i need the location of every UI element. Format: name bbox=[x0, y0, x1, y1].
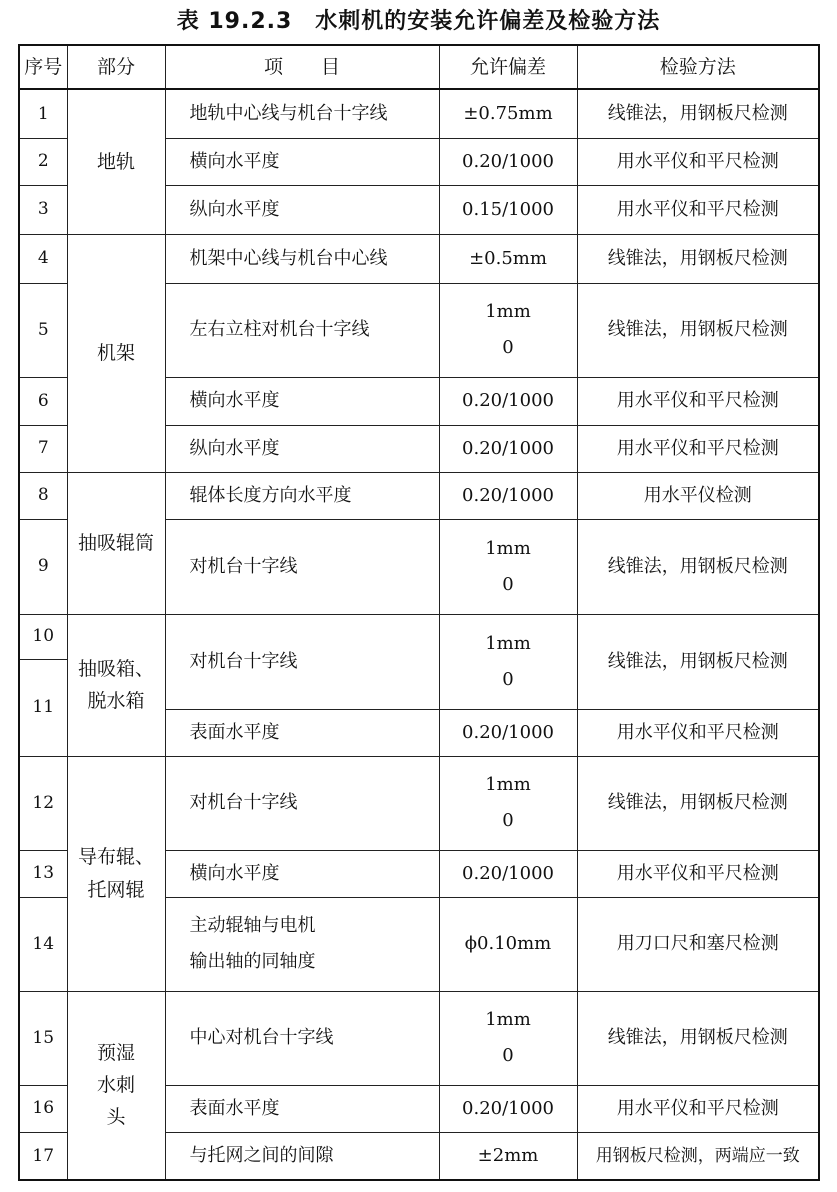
part-head: 预湿水刺头 bbox=[67, 991, 165, 1180]
method-cell: 用水平仪检测 bbox=[577, 472, 819, 519]
tolerance-cell bbox=[439, 614, 577, 709]
row-number: 7 bbox=[19, 425, 67, 472]
table-row bbox=[19, 991, 819, 1085]
method-cell: 线锥法，用钢板尺检测 bbox=[577, 756, 819, 850]
row-number: 17 bbox=[19, 1132, 67, 1180]
method-cell: 用水平仪和平尺检测 bbox=[577, 709, 819, 756]
tolerance-upper: 1mm bbox=[485, 774, 531, 795]
header-seq: 序号 bbox=[19, 45, 67, 89]
tolerance-upper: 1mm bbox=[485, 632, 531, 654]
method-cell: 线锥法，用钢板尺检测 bbox=[577, 991, 819, 1085]
tolerance-cell: 0.20/1000 bbox=[439, 850, 577, 897]
tolerance-lower: 0 bbox=[502, 1045, 514, 1066]
table-row bbox=[19, 614, 819, 659]
item-cell: 横向水平度 bbox=[165, 850, 439, 897]
method-cell: 用水平仪和平尺检测 bbox=[577, 1085, 819, 1132]
table-title: 表 19.2.3 水刺机的安装允许偏差及检验方法 bbox=[176, 9, 661, 34]
tolerance-lower: 0 bbox=[502, 573, 514, 595]
item-cell: 地轨中心线与机台十字线 bbox=[165, 89, 439, 138]
table-container bbox=[18, 44, 820, 1181]
tolerance-cell: ±0.75mm bbox=[439, 89, 577, 138]
method-cell: 线锥法，用钢板尺检测 bbox=[577, 283, 819, 377]
row-number: 10 bbox=[19, 614, 67, 659]
tolerance-cell: ϕ0.10mm bbox=[439, 897, 577, 991]
method-cell: 线锥法，用钢板尺检测 bbox=[577, 89, 819, 138]
method-cell: 用刀口尺和塞尺检测 bbox=[577, 897, 819, 991]
tolerance-cell: 0.20/1000 bbox=[439, 425, 577, 472]
method-cell: 线锥法，用钢板尺检测 bbox=[577, 614, 819, 709]
method-cell: 用水平仪和平尺检测 bbox=[577, 377, 819, 425]
item-cell: 对机台十字线 bbox=[165, 519, 439, 614]
item-cell: 中心对机台十字线 bbox=[165, 991, 439, 1085]
tolerance-upper: 1mm bbox=[485, 537, 531, 559]
item-line-2: 输出轴的同轴度 bbox=[189, 951, 316, 972]
header-item: 项 目 bbox=[165, 45, 439, 89]
item-cell: 表面水平度 bbox=[165, 709, 439, 756]
row-number: 1 bbox=[19, 89, 67, 138]
row-number: 9 bbox=[19, 519, 67, 614]
row-number: 15 bbox=[19, 991, 67, 1085]
row-number: 8 bbox=[19, 472, 67, 519]
row-number: 16 bbox=[19, 1085, 67, 1132]
tolerance-lower: 0 bbox=[502, 668, 514, 690]
header-row bbox=[19, 45, 819, 89]
table-row bbox=[19, 756, 819, 850]
row-number: 4 bbox=[19, 234, 67, 283]
item-cell: 机架中心线与机台中心线 bbox=[165, 234, 439, 283]
item-cell: 横向水平度 bbox=[165, 377, 439, 425]
method-cell: 用水平仪和平尺检测 bbox=[577, 425, 819, 472]
item-cell: 对机台十字线 bbox=[165, 614, 439, 709]
tolerance-cell: 0.20/1000 bbox=[439, 377, 577, 425]
tolerance-cell: 0.20/1000 bbox=[439, 472, 577, 519]
item-cell: 对机台十字线 bbox=[165, 756, 439, 850]
table-row bbox=[19, 234, 819, 283]
method-cell: 用水平仪和平尺检测 bbox=[577, 185, 819, 234]
tolerance-table bbox=[18, 44, 820, 1181]
tolerance-upper: 1mm bbox=[485, 301, 531, 322]
tolerance-cell: 0.20/1000 bbox=[439, 709, 577, 756]
method-cell: 用水平仪和平尺检测 bbox=[577, 850, 819, 897]
header-method: 检验方法 bbox=[577, 45, 819, 89]
part-frame: 机架 bbox=[67, 234, 165, 472]
item-cell: 左右立柱对机台十字线 bbox=[165, 283, 439, 377]
method-cell: 用水平仪和平尺检测 bbox=[577, 138, 819, 185]
item-cell: 纵向水平度 bbox=[165, 425, 439, 472]
item-cell bbox=[165, 897, 439, 991]
row-number: 5 bbox=[19, 283, 67, 377]
row-number: 2 bbox=[19, 138, 67, 185]
tolerance-lower: 0 bbox=[502, 810, 514, 831]
part-ground-rail: 地轨 bbox=[67, 89, 165, 234]
method-cell: 用钢板尺检测，两端应一致 bbox=[577, 1132, 819, 1180]
item-cell: 辊体长度方向水平度 bbox=[165, 472, 439, 519]
item-cell: 横向水平度 bbox=[165, 138, 439, 185]
tolerance-upper: 1mm bbox=[485, 1009, 531, 1030]
part-suction-box: 抽吸箱、脱水箱 bbox=[67, 614, 165, 756]
part-guide-roll: 导布辊、托网辊 bbox=[67, 756, 165, 991]
tolerance-cell bbox=[439, 991, 577, 1085]
row-number: 6 bbox=[19, 377, 67, 425]
method-cell: 线锥法，用钢板尺检测 bbox=[577, 234, 819, 283]
tolerance-cell bbox=[439, 756, 577, 850]
row-number: 13 bbox=[19, 850, 67, 897]
item-cell: 表面水平度 bbox=[165, 1085, 439, 1132]
item-line-1: 主动辊轴与电机 bbox=[189, 915, 316, 936]
row-number: 3 bbox=[19, 185, 67, 234]
table-row bbox=[19, 89, 819, 138]
item-cell: 纵向水平度 bbox=[165, 185, 439, 234]
tolerance-cell bbox=[439, 519, 577, 614]
header-part: 部分 bbox=[67, 45, 165, 89]
tolerance-cell: 0.20/1000 bbox=[439, 1085, 577, 1132]
row-number: 11 bbox=[19, 659, 67, 756]
tolerance-lower: 0 bbox=[502, 337, 514, 358]
tolerance-cell: ±0.5mm bbox=[439, 234, 577, 283]
part-suction-drum: 抽吸辊筒 bbox=[67, 472, 165, 614]
table-row bbox=[19, 472, 819, 519]
item-cell: 与托网之间的间隙 bbox=[165, 1132, 439, 1180]
tolerance-cell bbox=[439, 283, 577, 377]
method-cell: 线锥法，用钢板尺检测 bbox=[577, 519, 819, 614]
row-number: 14 bbox=[19, 897, 67, 991]
tolerance-cell: 0.20/1000 bbox=[439, 138, 577, 185]
row-number: 12 bbox=[19, 756, 67, 850]
tolerance-cell: ±2mm bbox=[439, 1132, 577, 1180]
header-tolerance: 允许偏差 bbox=[439, 45, 577, 89]
tolerance-cell: 0.15/1000 bbox=[439, 185, 577, 234]
